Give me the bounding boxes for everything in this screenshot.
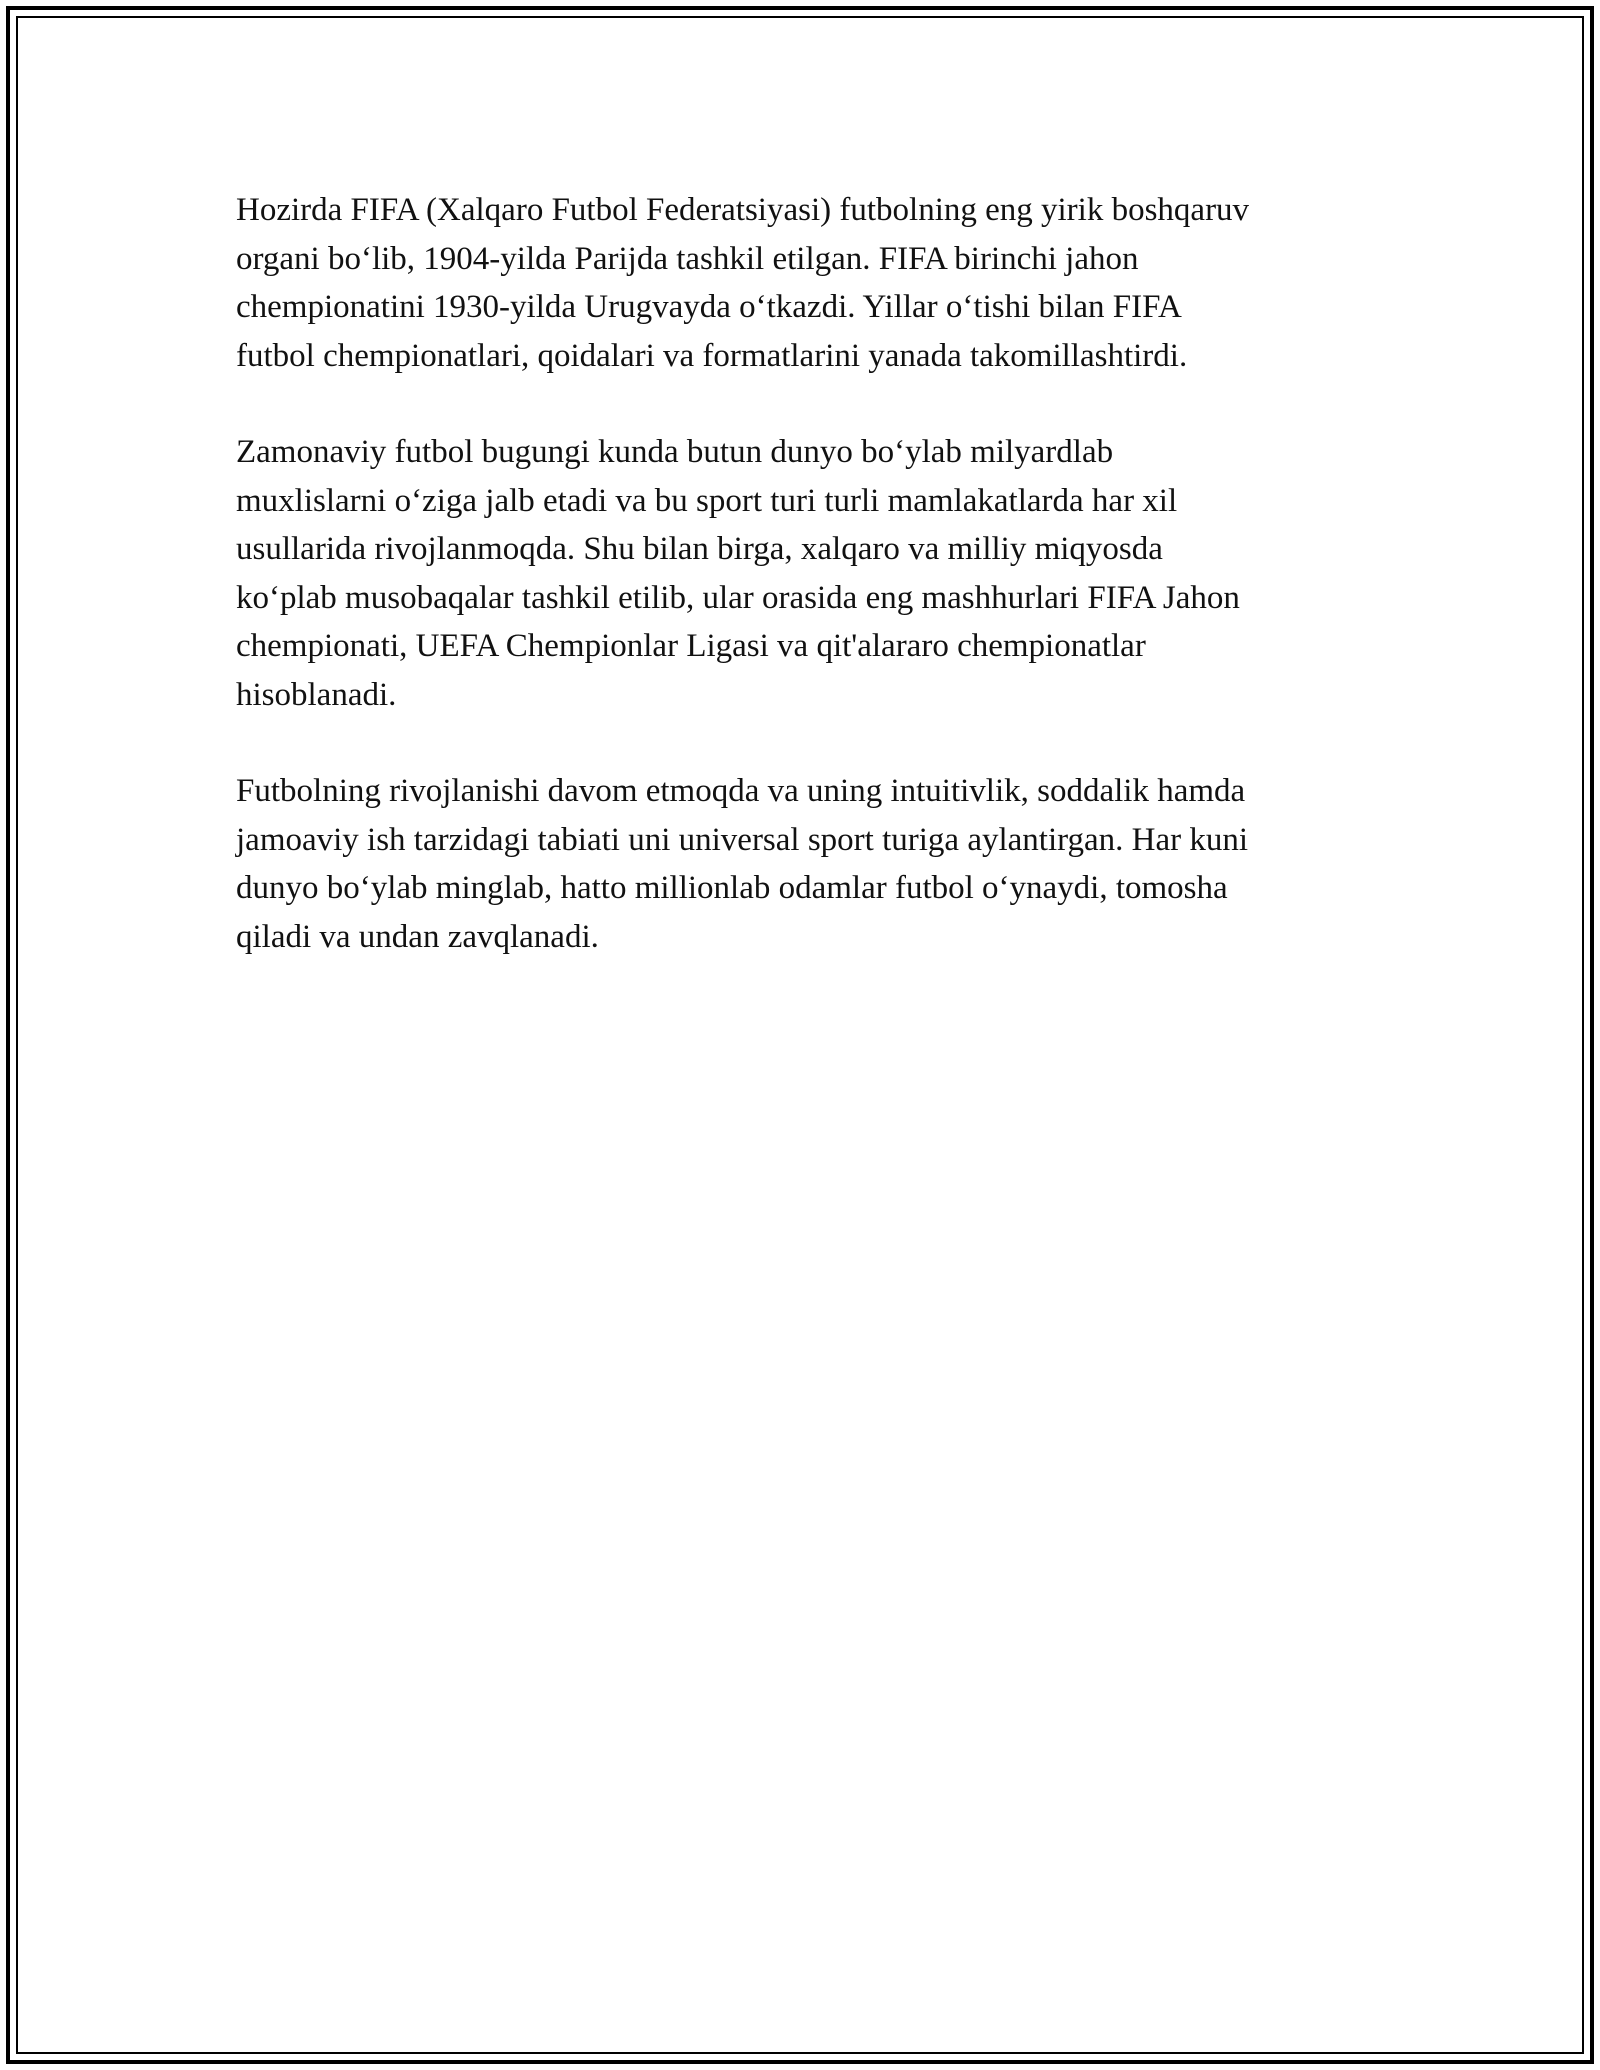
text-line: dunyo bo‘ylab minglab, hatto millionlab odamlar futbol o‘ynaydi, tomosha bbox=[236, 870, 1228, 906]
text-line: jamoaviy ish tarzidagi tabiati uni universal sport turiga aylantirgan. Har kuni bbox=[236, 821, 1249, 858]
text-line: futbol chempionatlari, qoidalari va formatlarini yanada takomillashtirdi. bbox=[236, 337, 1188, 374]
text-line: hisoblanadi. bbox=[236, 676, 397, 713]
paragraph-modern-football bbox=[236, 428, 1376, 719]
paragraph-football-development bbox=[236, 767, 1376, 961]
text-line: qiladi va undan zavqlanadi. bbox=[236, 918, 599, 955]
text-line: chempionati, UEFA Chempionlar Ligasi va qit'alararo chempionatlar bbox=[236, 628, 1146, 664]
text-line: chempionatini 1930-yilda Urugvayda o‘tkazdi. Yillar o‘tishi bilan FIFA bbox=[236, 289, 1182, 325]
document-body bbox=[236, 186, 1376, 1009]
text-line: Futbolning rivojlanishi davom etmoqda va uning intuitivlik, soddalik hamda bbox=[236, 773, 1246, 809]
text-line: muxlislarni o‘ziga jalb etadi va bu sport turi turli mamlakatlarda har xil bbox=[236, 482, 1178, 519]
text-line: organi bo‘lib, 1904-yilda Parijda tashkil etilgan. FIFA birinchi jahon bbox=[236, 240, 1139, 277]
text-line: ko‘plab musobaqalar tashkil etilib, ular orasida eng mashhurlari FIFA Jahon bbox=[236, 579, 1240, 616]
text-line: Hozirda FIFA (Xalqaro Futbol Federatsiyasi) futbolning eng yirik boshqaruv bbox=[236, 192, 1250, 228]
text-line: usullarida rivojlanmoqda. Shu bilan birga, xalqaro va milliy miqyosda bbox=[236, 531, 1163, 567]
paragraph-fifa-history bbox=[236, 186, 1376, 380]
text-line: Zamonaviy futbol bugungi kunda butun dunyo bo‘ylab milyardlab bbox=[236, 434, 1114, 470]
